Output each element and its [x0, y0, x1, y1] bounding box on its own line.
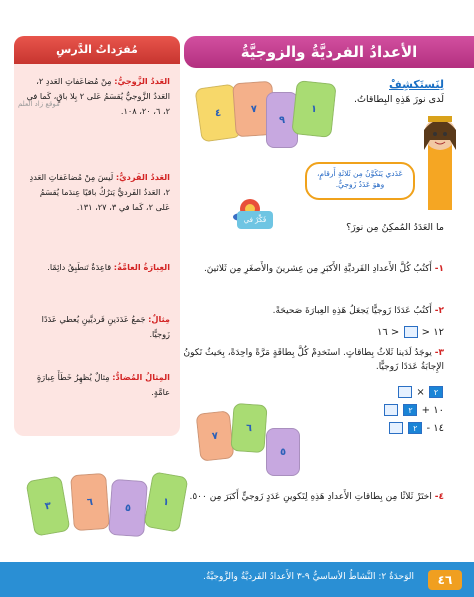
- lesson-title: الأعدادُ الفرديَّةُ والزوجيَّةُ: [240, 43, 418, 61]
- explore-intro: لَدى نورَ هَذِهِ البِطاقاتُ.: [354, 94, 444, 105]
- explore-question: ما العَدَدُ المُمكِنُ مِن نورَ؟: [346, 222, 444, 233]
- exercise-3: ٣- يوجَدُ لَدَينا ثَلاثُ بِطاقاتٍ. استَخدِمْ كُلَّ بِطاقَةٍ مَرَّةً واحِدَةً، بِحَيثُ تَكونُ الإِجابَةُ عَدَدًا زَوجيًّا.: [183, 348, 444, 372]
- number-card: ٦: [230, 403, 267, 453]
- page-number: ٤٦: [428, 570, 462, 590]
- exercise-4: ٤- اختَرْ ثَلاثًا مِن بِطاقاتِ الأَعدادِ هَذِهِ لِتَكوينِ عَدَدٍ زَوجيٍّ أَكبَرَ مِن ٥٠٠.: [189, 492, 444, 502]
- vocab-example: مِثالٌ: جَمعُ عَدَدَينِ فَرديَّينِ يُعطي عَدَدًا زَوجيًّا.: [41, 314, 170, 339]
- footer-text: الوَحدَةُ ٢: النَّشاطُ الأساسيُّ ٩-٣ الأَعدادُ الفَرديَّةُ والزَّوجيَّةُ.: [203, 572, 414, 582]
- site-watermark: موقع زاد العلم: [18, 100, 60, 108]
- number-card: ٦: [70, 473, 110, 531]
- vocab-general: العِبارَةُ العامَّةُ: قاعِدَةٌ تَنطَبِقُ دائِمًا.: [47, 262, 170, 272]
- vocab-counterexample: المِثالُ المُضادُّ: مِثالٌ يُظهِرُ خَطَأَ عِبارَةٍ عامَّةٍ.: [36, 372, 170, 397]
- think-tag: فَكِّرْ في الآحادِ: [237, 211, 273, 229]
- explore-heading: لِنَستَكشِفْ: [389, 78, 444, 91]
- number-card: ٥: [108, 479, 148, 537]
- exercise-3-line-3: ١٤ - ٢: [388, 422, 444, 434]
- vocabulary-sidebar: [14, 36, 180, 436]
- number-card: ٩: [266, 92, 298, 148]
- exercise-1: ١- أَكتُبُ كُلَّ الأَعدادِ الفَرديَّةِ الأَكبَرِ مِن عِشرينَ والأَصغَرِ مِن ثَلاثينَ.: [203, 264, 444, 274]
- vocab-even: العَددُ الزَّوجيُّ: مِنْ مُضاعَفاتِ العَددِ ٢، العَددُ الزَّوجيُّ يُقسَمُ عَلى ٢ بِلا باقٍ، كَما في ٢، ٦، ٢٠، ١٠٨.: [26, 76, 170, 116]
- exercise-2: ٢- أَكتُبُ عَدَدًا زَوجيًّا يَجعَلُ هَذِهِ العِبارَةَ صَحيحَةً.: [272, 306, 444, 316]
- number-card: ١: [143, 471, 188, 532]
- number-card: ٧: [196, 410, 235, 461]
- page-footer: [0, 562, 474, 597]
- answer-box[interactable]: [404, 326, 418, 338]
- exercise-3-line-1: ٢ ×: [397, 386, 444, 398]
- number-card: ٧: [232, 81, 276, 138]
- number-card: ٣: [25, 475, 70, 536]
- vocab-odd: العَددُ الفَرديُّ: لَيسَ مِنْ مُضاعَفاتِ العَددِ ٢، العَددُ الفَرديُّ يَترُكُ باقيًا عِندَما يُقسَمُ عَلى ٢، كَما في ٣، ٢٧، ١٣١.: [29, 172, 170, 212]
- lesson-header: [184, 36, 474, 68]
- sidebar-title: مُفرَداتُ الدَّرسِ: [14, 36, 180, 64]
- number-card: ١: [291, 80, 336, 138]
- girl-character-icon: [414, 110, 466, 210]
- exercise-3-line-2: ١٠ + ٢: [383, 404, 444, 416]
- exercise-2-math: ١٢ < < ١٦: [377, 327, 444, 338]
- number-card: ٤: [194, 83, 241, 142]
- speech-bubble: عَدَدي يَتَكَوَّنُ مِن ثَلاثَةِ أَرقامٍ، وهوَ عَدَدٌ زَوجيٌّ.: [305, 162, 415, 200]
- number-card: ٥: [266, 428, 300, 476]
